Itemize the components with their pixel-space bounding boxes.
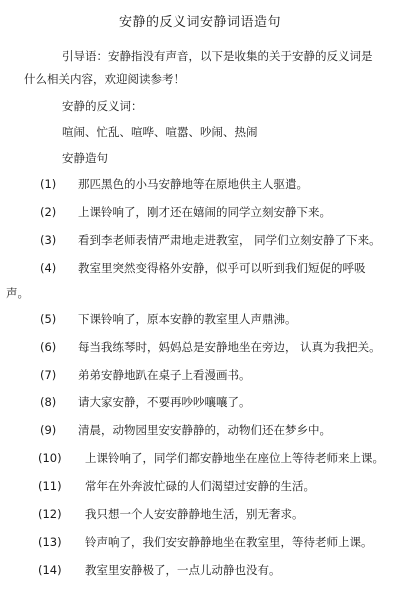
sentences-heading: 安静造句 xyxy=(62,151,108,165)
sentence-number: (12) xyxy=(38,507,62,521)
sentence-number: (11) xyxy=(38,479,62,493)
antonyms-heading: 安静的反义词： xyxy=(62,99,143,113)
sentence-item xyxy=(0,478,400,494)
sentence-text: 上课铃响了，刚才还在嬉闹的同学立刻安静下来。 xyxy=(78,205,331,219)
sentence-number: (3) xyxy=(40,233,57,247)
sentence-item xyxy=(0,367,400,383)
sentence-text: 清晨，动物园里安安静静的，动物们还在梦乡中。 xyxy=(78,423,331,437)
sentence-item xyxy=(0,450,400,466)
sentence-item xyxy=(0,232,400,248)
sentence-text: 看到李老师表情严肃地走进教室， 同学们立刻安静了下来。 xyxy=(78,233,381,247)
sentence-number: (9) xyxy=(40,423,57,437)
sentence-text: 请大家安静，不要再吵吵嚷嚷了。 xyxy=(78,395,251,409)
sentence-text: 那匹黑色的小马安静地等在原地供主人驱遣。 xyxy=(78,177,308,191)
sentence-number: (7) xyxy=(40,368,57,382)
sentence-item xyxy=(0,534,400,550)
sentence-item xyxy=(0,260,400,276)
sentence-number: (13) xyxy=(38,535,62,549)
sentence-number: (6) xyxy=(40,340,57,354)
sentence-text: 上课铃响了，同学们都安静地坐在座位上等待老师来上课。 xyxy=(85,451,384,465)
intro-line-1: 引导语：安静指没有声音，以下是收集的关于安静的反义词是 xyxy=(62,49,373,63)
sentence-number: (14) xyxy=(38,563,62,577)
sentence-text: 铃声响了，我们安安静静地坐在教室里，等待老师上课。 xyxy=(85,535,373,549)
sentence-number: (5) xyxy=(40,312,57,326)
sentence-item xyxy=(0,339,400,355)
sentence-item xyxy=(0,394,400,410)
sentence-number: (2) xyxy=(40,205,57,219)
sentence-text: 常年在外奔波忙碌的人们渴望过安静的生活。 xyxy=(85,479,315,493)
sentence-text: 弟弟安静地趴在桌子上看漫画书。 xyxy=(78,368,251,382)
sentence-item xyxy=(0,204,400,220)
sentence-number: (10) xyxy=(38,451,62,465)
sentence-number: (1) xyxy=(40,177,57,191)
sentence-text: 下课铃响了，原本安静的教室里人声鼎沸。 xyxy=(78,312,297,326)
sentence-continuation: 声。 xyxy=(6,286,29,300)
sentence-text: 我只想一个人安安静静地生活，别无奢求。 xyxy=(85,507,304,521)
sentence-item xyxy=(0,311,400,327)
sentence-item xyxy=(0,562,400,578)
document-title: 安静的反义词安静词语造句 xyxy=(118,15,281,30)
antonyms-list: 喧闹、忙乱、喧哗、喧嚣、吵闹、热闹 xyxy=(62,125,258,139)
intro-line-2: 什么相关内容，欢迎阅读参考！ xyxy=(24,72,185,86)
sentence-item xyxy=(0,176,400,192)
sentence-text: 教室里安静极了，一点儿动静也没有。 xyxy=(85,563,281,577)
sentence-number: (4) xyxy=(40,261,57,275)
sentence-text: 教室里突然变得格外安静，似乎可以听到我们短促的呼吸 xyxy=(78,261,366,275)
sentence-item xyxy=(0,422,400,438)
sentence-item xyxy=(0,506,400,522)
sentence-number: (8) xyxy=(40,395,57,409)
sentence-text: 每当我练琴时，妈妈总是安静地坐在旁边， 认真为我把关。 xyxy=(78,340,381,354)
